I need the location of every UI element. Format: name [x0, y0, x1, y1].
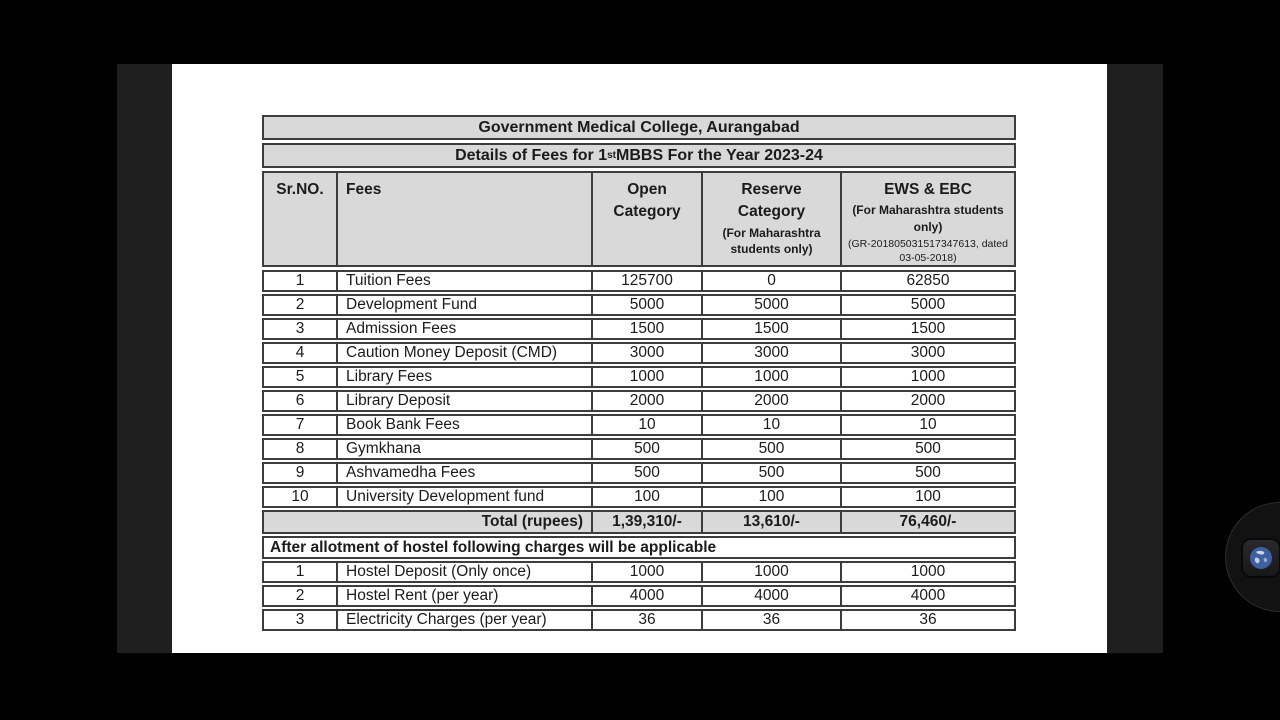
viewer-right-strip: [1107, 64, 1163, 653]
cell-sr: 2: [262, 294, 338, 316]
table-row: [262, 561, 1016, 583]
cell-open-value: 1500: [593, 318, 703, 340]
cell-sr: 1: [262, 270, 338, 292]
cell-open-value: 3000: [593, 342, 703, 364]
cell-fee-name: Electricity Charges (per year): [338, 609, 593, 631]
cell-ews-value: 100: [842, 486, 1016, 508]
floating-overlay-bubble[interactable]: [1225, 502, 1280, 612]
cell-reserve-value: 0: [703, 270, 842, 292]
cell-fee-name: Ashvamedha Fees: [338, 462, 593, 484]
header-ews-ebc: [842, 171, 1016, 267]
cell-reserve-value: 10: [703, 414, 842, 436]
cell-open-value: 125700: [593, 270, 703, 292]
header-ews-label: EWS & EBC: [884, 181, 972, 198]
cell-sr: 5: [262, 366, 338, 388]
overlay-app-icon[interactable]: [1241, 538, 1280, 578]
cell-fee-name: Library Deposit: [338, 390, 593, 412]
cell-fee-name: Admission Fees: [338, 318, 593, 340]
header-reserve-label: Reserve Category: [737, 181, 806, 221]
header-open-category: [593, 171, 703, 267]
cell-reserve-value: 5000: [703, 294, 842, 316]
cell-sr: 8: [262, 438, 338, 460]
cell-open-value: 10: [593, 414, 703, 436]
cell-fee-name: Tuition Fees: [338, 270, 593, 292]
header-ews-gr-reference: (GR-201805031517347613, dated 03-05-2018): [848, 237, 1008, 265]
table-subtitle-row: [262, 143, 1016, 168]
college-title: Government Medical College, Aurangabad: [262, 115, 1016, 140]
cell-ews-value: 1000: [842, 561, 1016, 583]
header-reserve-category: [703, 171, 842, 267]
cell-sr: 2: [262, 585, 338, 607]
cell-sr: 3: [262, 318, 338, 340]
cell-ews-value: 3000: [842, 342, 1016, 364]
subtitle-text: Details of Fees for 1: [455, 146, 608, 164]
cell-ews-value: 1500: [842, 318, 1016, 340]
subtitle-text-rest: MBBS For the Year 2023-24: [616, 146, 823, 164]
cell-open-value: 36: [593, 609, 703, 631]
cell-fee-name: Hostel Deposit (Only once): [338, 561, 593, 583]
table-row: [262, 366, 1016, 388]
cell-sr: 7: [262, 414, 338, 436]
header-fees: Fees: [338, 171, 593, 267]
table-row: [262, 585, 1016, 607]
cell-open-value: 5000: [593, 294, 703, 316]
cell-ews-value: 36: [842, 609, 1016, 631]
table-row: [262, 438, 1016, 460]
cell-reserve-value: 100: [703, 486, 842, 508]
hostel-heading: After allotment of hostel following charges will be applicable: [262, 536, 1016, 559]
hostel-heading-row: [262, 536, 1016, 559]
cell-sr: 9: [262, 462, 338, 484]
cell-fee-name: Development Fund: [338, 294, 593, 316]
cell-ews-value: 4000: [842, 585, 1016, 607]
cell-open-value: 2000: [593, 390, 703, 412]
total-ews-value: 76,460/-: [842, 510, 1016, 534]
cell-ews-value: 10: [842, 414, 1016, 436]
table-row: [262, 318, 1016, 340]
cell-sr: 1: [262, 561, 338, 583]
cell-ews-value: 500: [842, 438, 1016, 460]
header-sr: Sr.NO.: [262, 171, 338, 267]
header-ews-note: (For Maharashtra students only): [852, 203, 1004, 234]
cell-sr: 6: [262, 390, 338, 412]
fees-subtitle: Details of Fees for 1 st MBBS For the Year 2023-24: [262, 143, 1016, 168]
globe-icon: [1249, 546, 1273, 570]
cell-open-value: 1000: [593, 366, 703, 388]
cell-fee-name: University Development fund: [338, 486, 593, 508]
cell-fee-name: Hostel Rent (per year): [338, 585, 593, 607]
cell-reserve-value: 4000: [703, 585, 842, 607]
cell-reserve-value: 1000: [703, 561, 842, 583]
fees-table: [262, 115, 1016, 633]
total-label: Total (rupees): [262, 510, 593, 534]
cell-ews-value: 1000: [842, 366, 1016, 388]
viewer-left-strip: [117, 64, 172, 653]
table-row: [262, 462, 1016, 484]
cell-reserve-value: 3000: [703, 342, 842, 364]
cell-sr: 10: [262, 486, 338, 508]
cell-open-value: 1000: [593, 561, 703, 583]
cell-fee-name: Book Bank Fees: [338, 414, 593, 436]
table-row: [262, 390, 1016, 412]
cell-ews-value: 5000: [842, 294, 1016, 316]
cell-open-value: 100: [593, 486, 703, 508]
table-row: [262, 414, 1016, 436]
cell-open-value: 500: [593, 438, 703, 460]
cell-reserve-value: 500: [703, 438, 842, 460]
total-row: [262, 510, 1016, 534]
cell-open-value: 4000: [593, 585, 703, 607]
cell-reserve-value: 1500: [703, 318, 842, 340]
table-row: [262, 270, 1016, 292]
table-row: [262, 342, 1016, 364]
cell-reserve-value: 2000: [703, 390, 842, 412]
total-reserve-value: 13,610/-: [703, 510, 842, 534]
header-open-label: Open Category: [613, 181, 681, 221]
cell-ews-value: 2000: [842, 390, 1016, 412]
total-open-value: 1,39,310/-: [593, 510, 703, 534]
cell-fee-name: Gymkhana: [338, 438, 593, 460]
table-header-row: [262, 171, 1016, 267]
cell-open-value: 500: [593, 462, 703, 484]
cell-fee-name: Library Fees: [338, 366, 593, 388]
table-title-row: [262, 115, 1016, 140]
cell-reserve-value: 36: [703, 609, 842, 631]
cell-reserve-value: 500: [703, 462, 842, 484]
table-row: [262, 294, 1016, 316]
header-reserve-note: (For Maharashtra students only): [722, 225, 821, 257]
cell-sr: 4: [262, 342, 338, 364]
table-row: [262, 486, 1016, 508]
cell-reserve-value: 1000: [703, 366, 842, 388]
cell-ews-value: 500: [842, 462, 1016, 484]
table-row: [262, 609, 1016, 631]
cell-fee-name: Caution Money Deposit (CMD): [338, 342, 593, 364]
cell-sr: 3: [262, 609, 338, 631]
cell-ews-value: 62850: [842, 270, 1016, 292]
